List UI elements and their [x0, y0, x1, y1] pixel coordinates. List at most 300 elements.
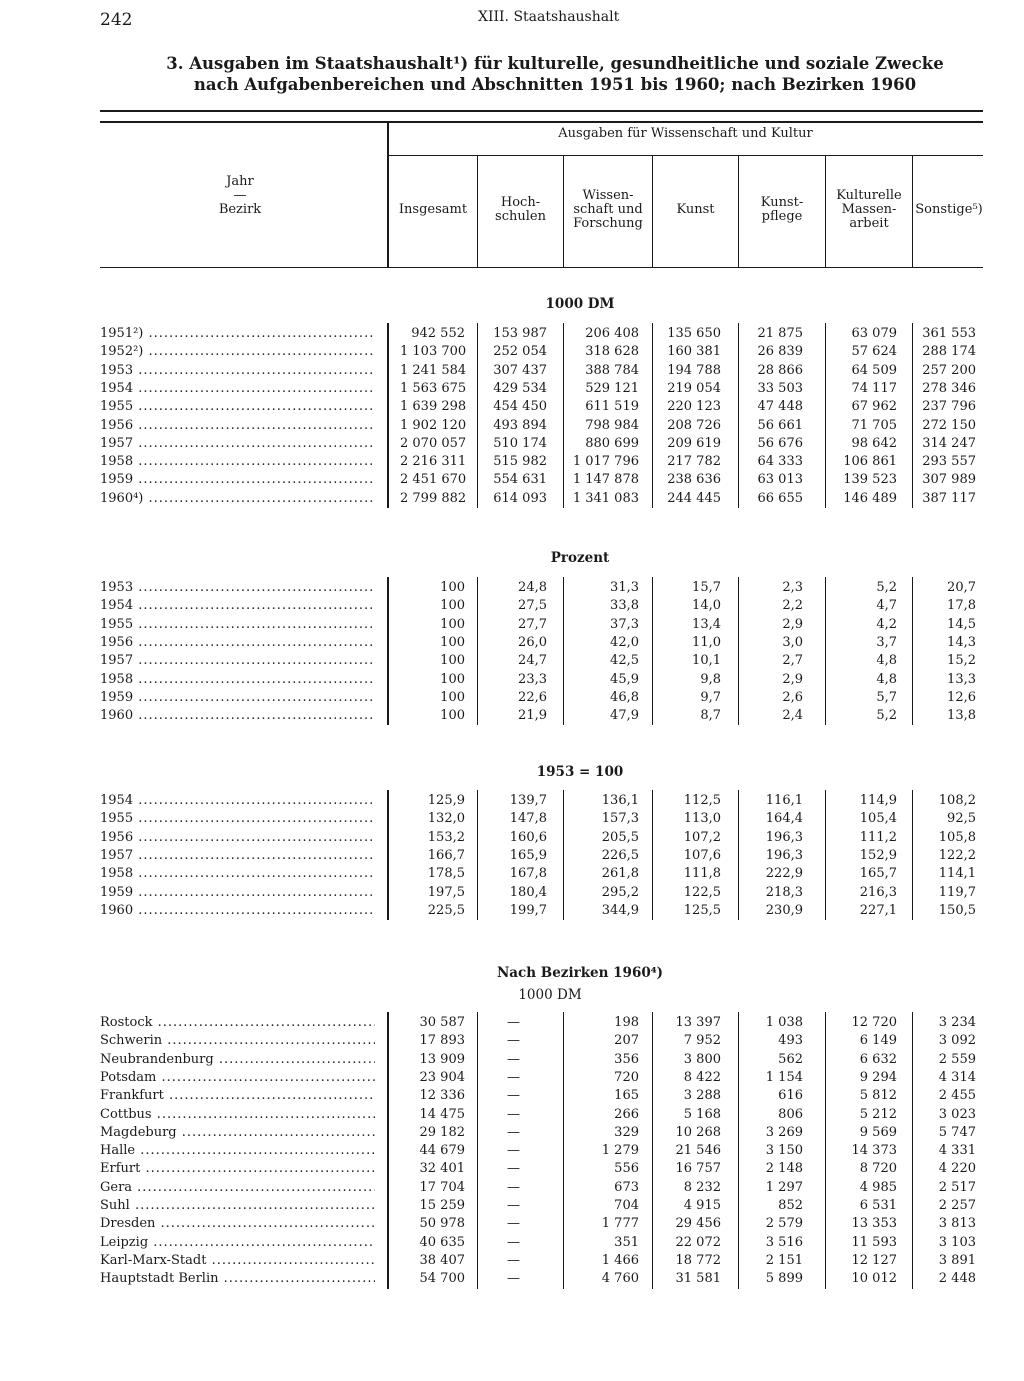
row-label: 1959 .....: [100, 689, 375, 707]
section-subtitle: 1000 DM: [518, 987, 582, 1003]
table-cell: 314 247: [922, 435, 976, 451]
table-cell: 114,9: [859, 793, 897, 808]
table-cell: 14,3: [947, 634, 976, 650]
table-cell: 178,5: [427, 866, 465, 882]
table-cell: 11,0: [692, 634, 721, 650]
column-heading-line: Forschung: [573, 216, 643, 231]
table-row: [100, 1087, 990, 1105]
table-cell: 2,6: [782, 689, 803, 705]
table-cell: 356: [614, 1051, 639, 1067]
table-row: [100, 398, 990, 416]
table-cell: 47 448: [757, 399, 803, 415]
table-cell: 150,5: [938, 902, 976, 918]
table-cell: 146 489: [843, 490, 897, 506]
section-title: 1953 = 100: [536, 764, 624, 780]
table-cell: 9,8: [700, 671, 721, 687]
table-cell: 139,7: [509, 793, 547, 808]
row-label: Magdeburg .....: [100, 1124, 375, 1142]
table-cell: 493: [778, 1033, 803, 1049]
table-cell: 554 631: [493, 472, 547, 488]
row-label: Karl-Marx-Stadt .....: [100, 1252, 375, 1270]
stub-divider: [387, 121, 389, 268]
table-cell: —: [507, 1216, 520, 1232]
table-cell: 4,8: [876, 671, 897, 687]
table-cell: 3 150: [765, 1143, 803, 1159]
table-cell: 1 038: [765, 1015, 803, 1030]
table-cell: —: [507, 1033, 520, 1049]
row-label: 1958 .....: [100, 671, 375, 689]
table-cell: 230,9: [765, 902, 803, 918]
table-cell: 1 154: [765, 1069, 803, 1085]
table-cell: 50 978: [419, 1216, 465, 1232]
column-heading: [564, 189, 652, 231]
table-cell: 37,3: [610, 616, 639, 632]
table-cell: 29 182: [419, 1124, 465, 1140]
table-row: [100, 616, 990, 634]
table-cell: 153 987: [493, 326, 547, 341]
table-cell: 515 982: [493, 454, 547, 470]
table-cell: 100: [440, 634, 465, 650]
table-row: [100, 1197, 990, 1215]
table-cell: 1 241 584: [400, 362, 467, 378]
table-cell: 361 553: [922, 326, 976, 341]
table-cell: 4 331: [938, 1143, 976, 1159]
table-cell: 100: [440, 671, 465, 687]
table-cell: 166,7: [427, 847, 465, 863]
table-cell: 388 784: [585, 362, 639, 378]
table-cell: 880 699: [585, 435, 639, 451]
table-row: [100, 902, 990, 920]
table-cell: 23,3: [518, 671, 547, 687]
row-label: 1955 .....: [100, 398, 375, 416]
table-row: [100, 1106, 990, 1124]
table-cell: 15,7: [692, 580, 721, 595]
table-cell: 20,7: [947, 580, 976, 595]
table-cell: 244 445: [667, 490, 721, 506]
table-cell: 198: [614, 1015, 639, 1030]
table-cell: 1 341 083: [572, 490, 639, 506]
table-cell: 7 952: [683, 1033, 721, 1049]
table-cell: 2 579: [765, 1216, 803, 1232]
column-heading-line: Sonstige⁵): [915, 202, 983, 217]
table-cell: 2 257: [938, 1198, 976, 1213]
table-title-line-2: nach Aufgabenbereichen und Abschnitten 1951 bis 1960; nach Bezirken 1960: [193, 75, 917, 94]
table-cell: —: [507, 1124, 520, 1140]
table-cell: 1 103 700: [400, 344, 467, 360]
table-cell: 2 799 882: [400, 490, 467, 506]
column-heading-line: Hoch-: [500, 195, 541, 210]
table-cell: 98 642: [851, 435, 897, 451]
table-cell: 22 072: [675, 1234, 721, 1250]
table-cell: 1 017 796: [572, 454, 639, 470]
table-cell: 562: [778, 1051, 803, 1067]
table-cell: 14,0: [692, 598, 721, 614]
table-cell: 226,5: [601, 847, 639, 863]
table-cell: 673: [614, 1179, 639, 1195]
table-cell: 252 054: [493, 344, 547, 360]
table-cell: 29 456: [675, 1216, 721, 1232]
stub-heading-district: Bezirk: [218, 202, 262, 217]
table-cell: 100: [440, 708, 465, 724]
table-row: [100, 490, 990, 508]
row-label: 1959 .....: [100, 884, 375, 902]
table-cell: 4 314: [938, 1069, 976, 1085]
table-cell: 12 127: [851, 1252, 897, 1268]
table-row: [100, 1032, 990, 1050]
table-cell: 208 726: [667, 417, 721, 433]
table-cell: 15 259: [419, 1198, 465, 1213]
table-cell: 119,7: [938, 884, 976, 900]
table-cell: 387 117: [922, 490, 976, 506]
table-cell: 152,9: [859, 847, 897, 863]
table-cell: 125,5: [683, 902, 721, 918]
table-row: [100, 435, 990, 453]
table-cell: 510 174: [493, 435, 547, 451]
table-cell: 8,7: [700, 708, 721, 724]
table-cell: 32 401: [419, 1161, 465, 1177]
table-cell: 3 800: [683, 1051, 721, 1067]
table-row: [100, 1142, 990, 1160]
table-cell: 108,2: [938, 793, 976, 808]
table-cell: 17 893: [419, 1033, 465, 1049]
table-cell: —: [507, 1051, 520, 1067]
table-cell: 318 628: [585, 344, 639, 360]
table-cell: 199,7: [509, 902, 547, 918]
table-cell: 13,3: [947, 671, 976, 687]
table-cell: 71 705: [851, 417, 897, 433]
table-cell: 3 092: [938, 1033, 976, 1049]
table-cell: 56 661: [757, 417, 803, 433]
table-row: [100, 792, 990, 810]
table-row: [100, 597, 990, 615]
table-cell: 293 557: [922, 454, 976, 470]
table-cell: 17,8: [947, 598, 976, 614]
table-cell: 3 269: [765, 1124, 803, 1140]
table-cell: 12 336: [419, 1088, 465, 1104]
table-cell: 2,9: [782, 671, 803, 687]
table-cell: 42,0: [610, 634, 639, 650]
row-label: 1951²) .....: [100, 325, 375, 343]
table-cell: 1 297: [765, 1179, 803, 1195]
table-cell: 167,8: [509, 866, 547, 882]
table-cell: 114,1: [938, 866, 976, 882]
table-cell: 106 861: [843, 454, 897, 470]
column-heading-line: arbeit: [849, 216, 889, 231]
table-cell: 942 552: [411, 326, 465, 341]
column-heading-line: Kunst-: [760, 195, 804, 210]
table-cell: 21 546: [675, 1143, 721, 1159]
column-heading: [653, 203, 738, 217]
table-cell: 611 519: [585, 399, 639, 415]
table-row: [100, 829, 990, 847]
table-cell: 18 772: [675, 1252, 721, 1268]
table-cell: 45,9: [610, 671, 639, 687]
table-cell: 227,1: [859, 902, 897, 918]
table-cell: 14 373: [851, 1143, 897, 1159]
table-cell: 2 070 057: [400, 435, 467, 451]
table-cell: 1 563 675: [400, 380, 467, 396]
table-cell: 206 408: [585, 326, 639, 341]
table-cell: —: [507, 1069, 520, 1085]
row-label: 1960⁴) .....: [100, 490, 375, 508]
table-cell: 1 639 298: [400, 399, 467, 415]
table-row: [100, 1014, 990, 1032]
table-row: [100, 380, 990, 398]
row-label: 1956 .....: [100, 829, 375, 847]
table-cell: 329: [614, 1124, 639, 1140]
table-cell: 22,6: [518, 689, 547, 705]
row-label: 1960 .....: [100, 902, 375, 920]
table-cell: 92,5: [947, 811, 976, 827]
table-row: [100, 1252, 990, 1270]
column-heading-line: Kulturelle: [836, 188, 902, 203]
table-cell: 111,8: [683, 866, 721, 882]
table-row: [100, 707, 990, 725]
table-cell: 2,7: [782, 653, 803, 669]
row-label: 1955 .....: [100, 810, 375, 828]
table-cell: 74 117: [851, 380, 897, 396]
table-cell: 237 796: [922, 399, 976, 415]
table-cell: 3 813: [938, 1216, 976, 1232]
table-cell: 529 121: [585, 380, 639, 396]
table-cell: 40 635: [419, 1234, 465, 1250]
table-cell: 9,7: [700, 689, 721, 705]
table-cell: 8 720: [859, 1161, 897, 1177]
table-cell: 27,5: [518, 598, 547, 614]
row-label: Gera .....: [100, 1179, 375, 1197]
column-heading-line: schulen: [495, 209, 546, 224]
table-cell: 205,5: [601, 829, 639, 845]
table-cell: 278 346: [922, 380, 976, 396]
table-cell: 5 212: [859, 1106, 897, 1122]
table-cell: 5 168: [683, 1106, 721, 1122]
column-heading-line: Kunst: [676, 202, 715, 217]
table-cell: 8 232: [683, 1179, 721, 1195]
table-cell: 1 777: [601, 1216, 639, 1232]
table-cell: 6 531: [859, 1198, 897, 1213]
table-row: [100, 343, 990, 361]
table-cell: —: [507, 1198, 520, 1213]
stub-heading-year: Jahr: [226, 174, 254, 189]
column-heading: [478, 196, 563, 224]
table-row: [100, 810, 990, 828]
table-cell: 116,1: [765, 793, 803, 808]
table-row: [100, 1270, 990, 1288]
table-cell: —: [507, 1252, 520, 1268]
row-label: Hauptstadt Berlin .....: [100, 1270, 375, 1288]
table-cell: 493 894: [493, 417, 547, 433]
header-rule: [100, 121, 983, 123]
table-cell: 13 909: [419, 1051, 465, 1067]
table-cell: 2 517: [938, 1179, 976, 1195]
table-cell: 6 632: [859, 1051, 897, 1067]
table-cell: —: [507, 1106, 520, 1122]
table-cell: 13 353: [851, 1216, 897, 1232]
table-cell: 4 760: [601, 1271, 639, 1287]
table-row: [100, 652, 990, 670]
table-cell: 107,6: [683, 847, 721, 863]
table-cell: 429 534: [493, 380, 547, 396]
table-cell: 30 587: [419, 1015, 465, 1030]
section-title: Nach Bezirken 1960⁴): [496, 965, 664, 981]
row-label: 1955 .....: [100, 616, 375, 634]
row-label: 1953 .....: [100, 579, 375, 597]
table-cell: —: [507, 1088, 520, 1104]
table-cell: 307 989: [922, 472, 976, 488]
table-cell: 4 220: [938, 1161, 976, 1177]
table-cell: 56 676: [757, 435, 803, 451]
table-cell: 112,5: [683, 793, 721, 808]
row-label: 1954 .....: [100, 380, 375, 398]
table-cell: 798 984: [585, 417, 639, 433]
table-cell: 42,5: [610, 653, 639, 669]
row-label: Rostock .....: [100, 1014, 375, 1032]
table-cell: 5 812: [859, 1088, 897, 1104]
table-cell: 8 422: [683, 1069, 721, 1085]
table-cell: 3 288: [683, 1088, 721, 1104]
table-cell: 3 023: [938, 1106, 976, 1122]
row-label: 1958 .....: [100, 453, 375, 471]
table-cell: 157,3: [601, 811, 639, 827]
table-cell: 852: [778, 1198, 803, 1213]
table-cell: 3 891: [938, 1252, 976, 1268]
table-row: [100, 671, 990, 689]
row-label: 1956 .....: [100, 634, 375, 652]
row-label: 1959 .....: [100, 471, 375, 489]
table-cell: 165: [614, 1088, 639, 1104]
table-cell: 153,2: [427, 829, 465, 845]
table-cell: —: [507, 1161, 520, 1177]
column-heading: [389, 203, 477, 217]
table-cell: 33 503: [757, 380, 803, 396]
table-cell: 2 151: [765, 1252, 803, 1268]
table-cell: 12,6: [947, 689, 976, 705]
table-title-line-1: 3. Ausgaben im Staatshaushalt¹) für kulturelle, gesundheitliche und soziale Zwecke: [166, 54, 944, 73]
row-label: Erfurt .....: [100, 1160, 375, 1178]
table-cell: 107,2: [683, 829, 721, 845]
table-row: [100, 453, 990, 471]
table-cell: 100: [440, 598, 465, 614]
table-cell: 3 103: [938, 1234, 976, 1250]
table-row: [100, 417, 990, 435]
table-cell: 67 962: [851, 399, 897, 415]
table-cell: 209 619: [667, 435, 721, 451]
row-label: Leipzig .....: [100, 1234, 375, 1252]
table-cell: 24,8: [518, 580, 547, 595]
row-label: 1960 .....: [100, 707, 375, 725]
table-cell: 11 593: [851, 1234, 897, 1250]
column-heading-line: schaft und: [573, 202, 643, 217]
table-cell: 13,4: [692, 616, 721, 632]
table-cell: 26 839: [757, 344, 803, 360]
table-cell: 113,0: [683, 811, 721, 827]
table-cell: 4 985: [859, 1179, 897, 1195]
column-heading-line: Massen-: [841, 202, 897, 217]
table-cell: 21,9: [518, 708, 547, 724]
table-cell: 105,4: [859, 811, 897, 827]
table-cell: 13 397: [675, 1015, 721, 1030]
column-group-heading: Ausgaben für Wissenschaft und Kultur: [558, 126, 813, 141]
table-cell: 27,7: [518, 616, 547, 632]
row-label: 1957 .....: [100, 435, 375, 453]
table-row: [100, 1051, 990, 1069]
top-rule: [100, 110, 983, 112]
column-group-rule: [388, 155, 983, 156]
table-cell: 160 381: [667, 344, 721, 360]
table-cell: 66 655: [757, 490, 803, 506]
table-cell: 344,9: [601, 902, 639, 918]
table-cell: 2 451 670: [400, 472, 467, 488]
row-label: Suhl .....: [100, 1197, 375, 1215]
table-row: [100, 847, 990, 865]
table-cell: —: [507, 1271, 520, 1287]
table-cell: 63 013: [757, 472, 803, 488]
table-cell: 5,2: [876, 708, 897, 724]
table-cell: 24,7: [518, 653, 547, 669]
table-cell: 556: [614, 1161, 639, 1177]
table-cell: 17 704: [419, 1179, 465, 1195]
table-row: [100, 884, 990, 902]
table-cell: 57 624: [851, 344, 897, 360]
table-cell: 38 407: [419, 1252, 465, 1268]
table-cell: 13,8: [947, 708, 976, 724]
table-cell: 5,7: [876, 689, 897, 705]
table-cell: 44 679: [419, 1143, 465, 1159]
table-cell: 351: [614, 1234, 639, 1250]
table-cell: 2 216 311: [400, 454, 467, 470]
table-cell: 180,4: [509, 884, 547, 900]
table-cell: 10,1: [692, 653, 721, 669]
table-cell: 2 455: [938, 1088, 976, 1104]
row-label: 1958 .....: [100, 865, 375, 883]
column-heading-line: pflege: [761, 209, 803, 224]
table-cell: 3,7: [876, 634, 897, 650]
table-cell: 10 268: [675, 1124, 721, 1140]
table-cell: 197,5: [427, 884, 465, 900]
table-cell: 2,2: [782, 598, 803, 614]
column-heading: [826, 189, 912, 231]
table-row: [100, 865, 990, 883]
table-cell: 64 333: [757, 454, 803, 470]
table-cell: 238 636: [667, 472, 721, 488]
table-cell: 125,9: [427, 793, 465, 808]
table-cell: 2 448: [938, 1271, 976, 1287]
table-cell: 31 581: [675, 1271, 721, 1287]
table-cell: 218,3: [765, 884, 803, 900]
table-cell: 4 915: [683, 1198, 721, 1213]
table-row: [100, 1179, 990, 1197]
table-cell: 266: [614, 1106, 639, 1122]
table-cell: 47,9: [610, 708, 639, 724]
table-cell: 4,7: [876, 598, 897, 614]
row-label: 1952²) .....: [100, 343, 375, 361]
table-cell: 26,0: [518, 634, 547, 650]
table-cell: —: [507, 1234, 520, 1250]
table-cell: 31,3: [610, 580, 639, 595]
row-label: Dresden .....: [100, 1215, 375, 1233]
table-cell: 225,5: [427, 902, 465, 918]
row-label: 1956 .....: [100, 417, 375, 435]
table-cell: 21 875: [757, 326, 803, 341]
table-cell: 63 079: [851, 326, 897, 341]
table-cell: 307 437: [493, 362, 547, 378]
table-cell: 219 054: [667, 380, 721, 396]
table-cell: 10 012: [851, 1271, 897, 1287]
table-cell: 5 899: [765, 1271, 803, 1287]
table-cell: 261,8: [601, 866, 639, 882]
table-cell: 720: [614, 1069, 639, 1085]
row-label: Schwerin .....: [100, 1032, 375, 1050]
